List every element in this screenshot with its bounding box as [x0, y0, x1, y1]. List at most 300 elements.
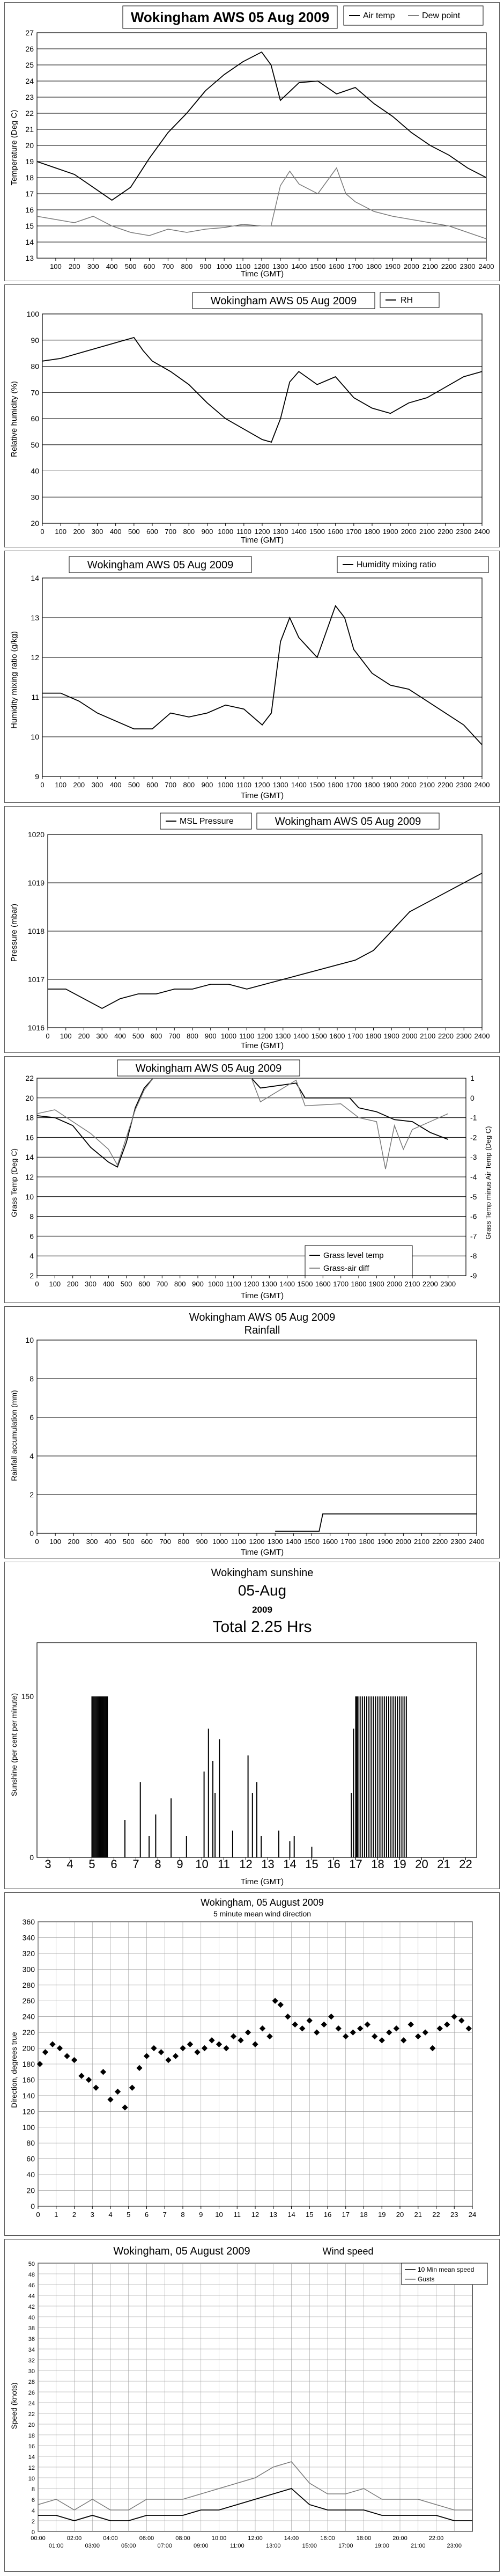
x-tick-label: 2200: [422, 1280, 438, 1288]
x-axis-label: Time (GMT): [240, 536, 284, 545]
x-tick-label: 1900: [382, 781, 398, 789]
x-tick-label: 200: [73, 528, 85, 536]
x-tick-label: 6: [110, 1857, 117, 1871]
x-tick-label: 2300: [456, 1032, 472, 1040]
y-tick-label: 22: [25, 1074, 34, 1082]
legend-grass-air-diff: Grass-air diff: [323, 1264, 369, 1273]
x-tick-label: 14:00: [284, 2535, 299, 2542]
y-tick-label: 8: [29, 1374, 34, 1383]
y-tick-label: 36: [28, 2336, 35, 2343]
x-tick-label: 8: [154, 1857, 161, 1871]
legend: [305, 1246, 412, 1276]
x-tick-label: 18: [371, 1857, 384, 1871]
x-tick-label: 11:00: [229, 2543, 244, 2549]
x-tick-label: 1700: [347, 1032, 364, 1040]
x-tick-label: 600: [143, 262, 155, 270]
y-tick-label: 240: [22, 2012, 35, 2021]
chart-title: Wokingham AWS 05 Aug 2009: [130, 9, 330, 25]
x-tick-label: 1900: [368, 1280, 384, 1288]
y-tick-label: 320: [22, 1949, 35, 1958]
y-tick-label: 0: [31, 2202, 35, 2211]
x-tick-label: 1900: [384, 262, 401, 270]
x-tick-label: 18: [360, 2211, 368, 2219]
x-tick-label: 10: [215, 2211, 223, 2219]
y-tick-label: 8: [31, 2486, 35, 2493]
x-tick-label: 5: [88, 1857, 95, 1871]
x-tick-label: 1200: [254, 528, 270, 536]
y-tick-label-right: -9: [470, 1271, 477, 1280]
legend-mean-speed: 10 Min mean speed: [418, 2266, 475, 2273]
x-tick-label: 1100: [231, 1538, 246, 1546]
x-tick-label: 300: [85, 1280, 97, 1288]
x-tick-label: 15:00: [302, 2543, 317, 2549]
x-tick-label: 800: [183, 781, 195, 789]
y-tick-label: 1020: [27, 830, 45, 839]
x-tick-label: 1000: [221, 1032, 236, 1040]
y-tick-label: 10: [25, 1336, 34, 1344]
y-tick-label: 30: [31, 493, 39, 502]
y-tick-label: 12: [25, 1173, 34, 1181]
y-axis-label: Rainfall accumulation (mm): [10, 1390, 18, 1481]
y-tick-label: 50: [28, 2261, 35, 2267]
legend: [402, 2263, 487, 2285]
x-tick-label: 900: [192, 1280, 204, 1288]
x-tick-label: 01:00: [48, 2543, 64, 2549]
x-tick-label: 2000: [387, 1280, 403, 1288]
x-tick-label: 22: [432, 2211, 440, 2219]
y-tick-label: 1017: [27, 975, 45, 984]
y-tick-label: 80: [31, 362, 39, 371]
y-tick-label: 21: [25, 125, 34, 134]
x-tick-label: 1100: [235, 262, 251, 270]
y-tick-label: 34: [28, 2347, 35, 2353]
y-tick-label: 22: [28, 2411, 35, 2418]
y-tick-label: 4: [31, 2508, 35, 2514]
legend: [160, 813, 251, 829]
y-tick-label: 18: [25, 1113, 34, 1122]
x-tick-label: 700: [162, 262, 174, 270]
x-tick-label: 2200: [432, 1538, 448, 1546]
y-tick-label: 9: [35, 772, 39, 781]
x-tick-label: 2100: [419, 528, 435, 536]
x-tick-label: 1200: [257, 1032, 273, 1040]
wind-direction-chart: [5, 1893, 499, 2235]
x-tick-label: 12: [239, 1857, 253, 1871]
y-axis-label-right: Grass Temp minus Air Temp (Deg C): [484, 1126, 492, 1240]
x-tick-label: 2100: [420, 1032, 436, 1040]
y-tick-label: 42: [28, 2304, 35, 2310]
x-tick-label: 800: [174, 1280, 186, 1288]
x-tick-label: 200: [73, 781, 85, 789]
x-tick-label: 1300: [267, 1538, 283, 1546]
y-tick-label-right: -3: [470, 1153, 477, 1162]
x-tick-label: 2100: [422, 262, 438, 270]
x-tick-label: 17: [349, 1857, 362, 1871]
y-tick-label: 46: [28, 2282, 35, 2289]
y-tick-label: 0: [31, 2529, 35, 2536]
x-tick-label: 21: [414, 2211, 422, 2219]
x-tick-label: 100: [55, 528, 67, 536]
y-tick-label: 260: [22, 1996, 35, 2006]
x-tick-label: 2300: [440, 1280, 456, 1288]
x-tick-label: 200: [68, 262, 80, 270]
x-tick-label: 900: [201, 528, 213, 536]
x-tick-label: 1500: [309, 528, 325, 536]
x-tick-label: 1000: [216, 262, 232, 270]
y-tick-label: 300: [22, 1965, 35, 1974]
x-tick-label: 1400: [291, 781, 307, 789]
x-axis-label: Time (GMT): [240, 1291, 284, 1300]
legend: [337, 557, 488, 573]
y-tick-label: 26: [28, 2390, 35, 2396]
y-axis-label: Relative humidity (%): [10, 381, 19, 457]
x-tick-label: 1700: [346, 528, 362, 536]
plot-area: [21, 1643, 477, 1871]
plot-area: [28, 830, 490, 1040]
x-tick-label: 22:00: [428, 2535, 444, 2542]
y-tick-label: 13: [25, 254, 34, 262]
wind-speed-chart: [5, 2240, 499, 2571]
x-tick-label: 600: [141, 1538, 153, 1546]
wind-direction-chart-panel: [4, 1892, 500, 2236]
x-tick-label: 20: [396, 2211, 404, 2219]
legend-gusts: Gusts: [418, 2275, 435, 2283]
x-tick-label: 400: [106, 262, 118, 270]
y-tick-label: 13: [31, 613, 39, 622]
y-tick-label: 60: [26, 2154, 35, 2163]
x-tick-label: 100: [55, 781, 67, 789]
plot-frame: [37, 1340, 477, 1533]
humidity-chart: [5, 285, 499, 547]
y-tick-label: 100: [22, 2123, 35, 2132]
x-tick-label: 100: [49, 1280, 61, 1288]
y-tick-label: 80: [26, 2139, 35, 2148]
x-tick-label: 1600: [329, 262, 345, 270]
x-tick-label: 800: [183, 528, 195, 536]
plot-area: [27, 310, 490, 536]
grass-chart-panel: [4, 1056, 500, 1303]
rainfall-chart: [5, 1307, 499, 1558]
x-tick-label: 1400: [279, 1280, 295, 1288]
plot-area: [25, 1336, 484, 1546]
y-tick-label: 360: [22, 1918, 35, 1926]
chart-title: Wokingham, 05 August 2009: [113, 2245, 250, 2257]
y-tick-label: 25: [25, 61, 34, 69]
x-tick-label: 2100: [419, 781, 435, 789]
x-tick-label: 500: [120, 1280, 132, 1288]
y-tick-label: 20: [28, 2422, 35, 2428]
y-tick-label: 100: [26, 310, 39, 318]
pressure-chart: [5, 807, 499, 1052]
y-tick-label: 14: [25, 238, 34, 246]
y-tick-label: 8: [29, 1212, 34, 1221]
legend-mixing-ratio: Humidity mixing ratio: [357, 560, 436, 569]
x-tick-label: 5: [127, 2211, 131, 2219]
y-tick-label: 12: [31, 653, 39, 662]
x-tick-label: 10:00: [211, 2535, 227, 2542]
y-tick-label: 40: [31, 466, 39, 475]
x-tick-label: 1400: [291, 528, 307, 536]
y-tick-label: 10: [28, 2476, 35, 2482]
x-tick-label: 2400: [478, 262, 494, 270]
x-tick-label: 1000: [218, 528, 234, 536]
x-tick-label: 7: [132, 1857, 139, 1871]
y-tick-label: 2: [31, 2519, 35, 2525]
x-tick-label: 7: [162, 2211, 167, 2219]
y-tick-label: 14: [31, 574, 39, 582]
x-tick-label: 2000: [403, 262, 419, 270]
x-tick-label: 23:00: [447, 2543, 462, 2549]
x-tick-label: 14: [287, 2211, 295, 2219]
x-tick-label: 200: [78, 1032, 90, 1040]
y-tick-label: 12: [28, 2465, 35, 2471]
x-tick-label: 1500: [310, 262, 326, 270]
y-tick-label: 27: [25, 28, 34, 37]
x-tick-label: 500: [128, 528, 140, 536]
y-axis-label: Direction, degrees true: [10, 2032, 18, 2108]
y-tick-label: 18: [28, 2433, 35, 2439]
y-axis-label: Speed (knots): [10, 2382, 18, 2429]
y-tick-label: 6: [29, 1232, 34, 1241]
x-tick-label: 9: [176, 1857, 183, 1871]
x-tick-label: 2400: [474, 528, 490, 536]
x-tick-label: 12:00: [248, 2535, 263, 2542]
x-tick-label: 0: [40, 528, 45, 536]
rainfall-chart-panel: [4, 1306, 500, 1558]
y-tick-label: 20: [25, 141, 34, 150]
y-tick-label: 24: [25, 77, 34, 85]
y-tick-label: 140: [22, 2091, 35, 2100]
x-tick-label: 02:00: [66, 2535, 82, 2542]
y-tick-label: 120: [22, 2107, 35, 2116]
x-axis-label: Time (GMT): [240, 791, 284, 800]
x-tick-label: 1: [54, 2211, 58, 2219]
y-tick-label: 16: [25, 206, 34, 214]
x-tick-label: 3: [45, 1857, 51, 1871]
y-tick-label: 0: [29, 1529, 34, 1538]
x-tick-label: 600: [150, 1032, 162, 1040]
x-tick-label: 500: [128, 781, 140, 789]
x-tick-label: 2400: [474, 1032, 490, 1040]
x-tick-label: 1900: [377, 1538, 393, 1546]
x-tick-label: 0: [40, 781, 45, 789]
x-tick-label: 1000: [218, 781, 234, 789]
x-tick-label: 2300: [459, 262, 476, 270]
legend-air-temp: Air temp: [363, 11, 395, 20]
sunshine-chart: [5, 1562, 499, 1889]
x-tick-label: 20: [415, 1857, 428, 1871]
y-axis-label: Pressure (mbar): [10, 903, 19, 962]
x-tick-label: 15: [305, 1857, 318, 1871]
x-tick-label: 500: [132, 1032, 144, 1040]
x-tick-label: 21:00: [410, 2543, 426, 2549]
y-tick-label: 6: [29, 1413, 34, 1422]
y-tick-label: 19: [25, 157, 34, 166]
chart-subtitle: 5 minute mean wind direction: [213, 1909, 312, 1918]
y-tick-label: 48: [28, 2272, 35, 2278]
y-tick-label: 16: [28, 2443, 35, 2450]
x-tick-label: 1600: [322, 1538, 338, 1546]
x-tick-label: 2100: [404, 1280, 420, 1288]
plot-area: [28, 2261, 475, 2549]
x-tick-label: 1100: [239, 1032, 255, 1040]
plot-area: [23, 1918, 477, 2219]
chart-title: Wokingham AWS 05 Aug 2009: [135, 1063, 282, 1074]
x-tick-label: 2200: [438, 528, 454, 536]
x-tick-label: 1200: [254, 781, 270, 789]
x-tick-label: 13: [261, 1857, 275, 1871]
y-tick-label-right: -1: [470, 1113, 477, 1122]
y-tick-label: 14: [25, 1153, 34, 1162]
x-tick-label: 1100: [236, 781, 251, 789]
y-tick-label-right: -4: [470, 1173, 477, 1181]
x-tick-label: 0: [46, 1032, 50, 1040]
y-tick-label-right: -6: [470, 1212, 477, 1221]
x-tick-label: 200: [68, 1538, 80, 1546]
y-tick-label-right: -5: [470, 1192, 477, 1201]
x-tick-label: 400: [114, 1032, 126, 1040]
y-tick-label: 340: [22, 1933, 35, 1942]
y-tick-label: 1018: [27, 927, 45, 935]
x-tick-label: 2300: [456, 781, 472, 789]
x-tick-label: 400: [109, 781, 122, 789]
x-tick-label: 400: [109, 528, 122, 536]
x-tick-label: 10: [195, 1857, 209, 1871]
plot-area: [31, 574, 490, 789]
x-tick-label: 00:00: [31, 2535, 46, 2542]
x-tick-label: 1200: [249, 1538, 265, 1546]
y-tick-label: 24: [28, 2401, 35, 2407]
y-axis-label: Grass Temp (Deg C): [10, 1148, 18, 1218]
chart-title: Wokingham AWS 05 Aug 2009: [87, 559, 234, 571]
x-tick-label: 13:00: [265, 2543, 281, 2549]
y-tick-label: 22: [25, 109, 34, 118]
x-tick-label: 100: [60, 1032, 72, 1040]
x-tick-label: 1500: [311, 1032, 327, 1040]
x-tick-label: 1800: [366, 262, 382, 270]
x-tick-label: 06:00: [139, 2535, 154, 2542]
x-tick-label: 19: [378, 2211, 386, 2219]
x-tick-label: 11: [233, 2211, 241, 2219]
x-tick-label: 100: [49, 1538, 62, 1546]
x-tick-label: 16:00: [320, 2535, 335, 2542]
x-tick-label: 16: [327, 1857, 340, 1871]
x-tick-label: 2: [72, 2211, 77, 2219]
x-tick-label: 700: [165, 781, 177, 789]
x-tick-label: 1700: [346, 781, 362, 789]
chart-subtitle: 05-Aug: [238, 1582, 287, 1599]
temperature-chart: [5, 3, 499, 281]
y-tick-label: 26: [25, 45, 34, 53]
x-tick-label: 800: [181, 262, 193, 270]
x-tick-label: 1700: [333, 1280, 349, 1288]
x-axis-label: Time (GMT): [240, 1877, 284, 1886]
x-tick-label: 1500: [309, 781, 325, 789]
legend-msl-pressure: MSL Pressure: [180, 817, 234, 826]
x-tick-label: 500: [122, 1538, 135, 1546]
legend-dew-point: Dew point: [422, 11, 461, 20]
grass-chart: [5, 1057, 499, 1302]
x-tick-label: 1400: [285, 1538, 301, 1546]
y-tick-label: 4: [29, 1252, 34, 1261]
x-tick-label: 20:00: [392, 2535, 407, 2542]
y-tick-label: 0: [29, 1853, 34, 1862]
y-tick-label-right: 0: [470, 1093, 475, 1102]
y-tick-label: 15: [25, 222, 34, 230]
y-tick-label: 180: [22, 2060, 35, 2068]
x-tick-label: 9: [199, 2211, 203, 2219]
y-tick-label: 18: [25, 173, 34, 182]
y-tick-label: 10: [25, 1192, 34, 1201]
x-tick-label: 2100: [414, 1538, 429, 1546]
x-tick-label: 8: [181, 2211, 185, 2219]
x-tick-label: 1600: [315, 1280, 331, 1288]
x-tick-label: 4: [108, 2211, 113, 2219]
y-tick-label: 50: [31, 440, 39, 449]
chart-subtitle: Rainfall: [244, 1324, 280, 1336]
x-tick-label: 1000: [212, 1538, 228, 1546]
y-tick-label: 30: [28, 2368, 35, 2375]
x-tick-label: 1300: [261, 1280, 277, 1288]
humidity-chart-panel: [4, 284, 500, 547]
y-tick-label: 60: [31, 414, 39, 423]
x-tick-label: 2200: [438, 1032, 454, 1040]
x-tick-label: 2400: [469, 1538, 485, 1546]
x-tick-label: 11: [218, 1857, 230, 1871]
x-axis-label: Time (GMT): [240, 269, 284, 279]
x-tick-label: 18:00: [356, 2535, 372, 2542]
y-tick-label: 90: [31, 335, 39, 345]
x-tick-label: 21: [437, 1857, 450, 1871]
x-tick-label: 1600: [328, 528, 344, 536]
x-tick-label: 07:00: [157, 2543, 173, 2549]
x-tick-label: 08:00: [175, 2535, 190, 2542]
x-tick-label: 2300: [450, 1538, 466, 1546]
legend-rh: RH: [401, 296, 413, 305]
x-axis-label: Time (GMT): [240, 1548, 284, 1557]
chart-year: 2009: [252, 1605, 272, 1615]
x-tick-label: 1800: [359, 1538, 375, 1546]
x-tick-label: 900: [199, 262, 212, 270]
x-tick-label: 700: [159, 1538, 172, 1546]
x-tick-label: 900: [201, 781, 213, 789]
x-axis-label: Time (GMT): [240, 1041, 284, 1050]
x-tick-label: 300: [96, 1032, 108, 1040]
x-tick-label: 1300: [272, 528, 288, 536]
y-tick-label: 16: [25, 1133, 34, 1142]
x-tick-label: 800: [187, 1032, 198, 1040]
x-tick-label: 04:00: [103, 2535, 118, 2542]
x-tick-label: 1800: [351, 1280, 367, 1288]
y-tick-label: 32: [28, 2358, 35, 2364]
y-tick-label-right: -8: [470, 1252, 477, 1261]
legend: [380, 292, 439, 308]
x-tick-label: 22: [459, 1857, 472, 1871]
temperature-chart-panel: [4, 2, 500, 281]
x-tick-label: 19: [393, 1857, 406, 1871]
x-tick-label: 6: [144, 2211, 149, 2219]
y-tick-label: 6: [31, 2497, 35, 2504]
y-tick-label: 70: [31, 388, 39, 397]
x-tick-label: 1800: [364, 528, 380, 536]
x-tick-label: 0: [35, 1538, 39, 1546]
y-tick-label: 11: [31, 693, 39, 701]
y-tick-label: 23: [25, 93, 34, 101]
y-tick-label: 150: [21, 1692, 34, 1701]
x-tick-label: 1100: [226, 1280, 241, 1288]
chart-title: Wokingham AWS 05 Aug 2009: [210, 295, 357, 307]
y-tick-label-right: -7: [470, 1232, 477, 1241]
